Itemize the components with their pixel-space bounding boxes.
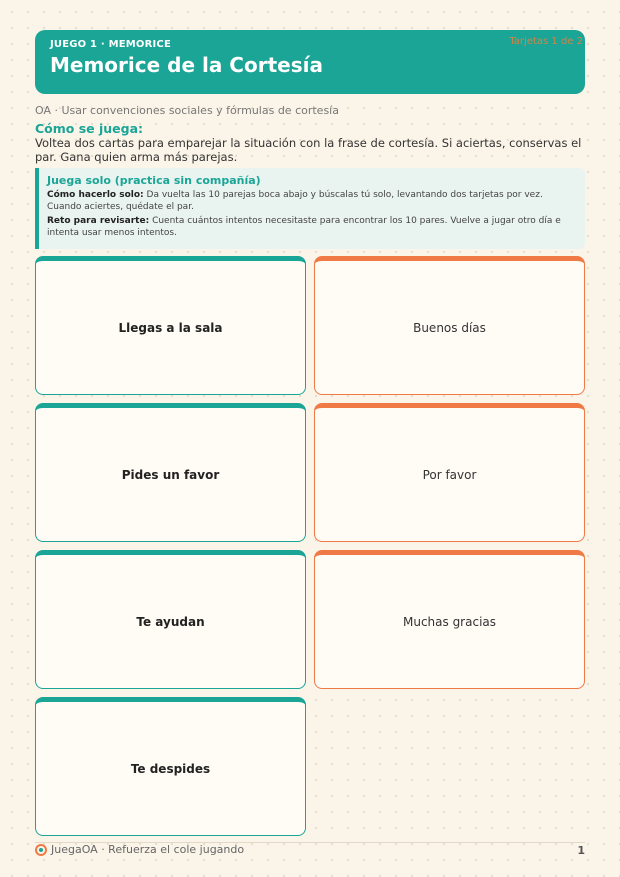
situation-card[interactable] — [35, 550, 306, 689]
learning-objective: OA · Usar convenciones sociales y fórmulas de cortesía — [35, 104, 339, 117]
footer — [35, 843, 244, 856]
solo-how-label: Cómo hacerlo solo: — [47, 190, 144, 200]
situation-card[interactable] — [35, 256, 306, 395]
solo-challenge-text: Cuenta cuántos intentos necesitaste para encontrar los 10 pares. Vuelve a jugar otro día e intenta usar menos intentos. — [47, 216, 561, 238]
card-label: Llegas a la sala — [118, 320, 223, 335]
card-label: Te ayudan — [136, 614, 205, 629]
situation-card[interactable] — [35, 697, 306, 836]
footer-text: JuegaOA · Refuerza el cole jugando — [51, 843, 245, 856]
solo-title: Juega solo (practica sin compañía) — [47, 174, 261, 187]
solo-play-box — [35, 168, 585, 249]
how-to-play-text: Voltea dos cartas para emparejar la situación con la frase de cortesía. Si aciertas, conservas el par. Gana quien arma más parejas. — [35, 136, 582, 164]
how-to-play-title: Cómo se juega: — [35, 121, 144, 136]
phrase-card[interactable] — [314, 550, 585, 689]
phrase-card[interactable] — [314, 256, 585, 395]
card-label: Muchas gracias — [402, 614, 497, 629]
page-title: Memorice de la Cortesía — [50, 53, 323, 77]
solo-how-text: Da vuelta las 10 parejas boca abajo y búscalas tú solo, levantando dos tarjetas por vez. Cuando aciertes, quédate el par. — [47, 190, 543, 212]
brand-logo-icon — [35, 844, 47, 856]
solo-challenge — [47, 215, 575, 239]
phrase-card[interactable] — [314, 403, 585, 542]
page-tag: Tarjetas 1 de 2 — [509, 36, 583, 47]
solo-how — [47, 189, 575, 213]
card-label: Buenos días — [413, 320, 486, 335]
page-number: 1 — [577, 844, 585, 857]
page-header — [35, 30, 585, 94]
situation-card[interactable] — [35, 403, 306, 542]
card-label: Pides un favor — [121, 467, 220, 482]
card-label: Por favor — [422, 467, 477, 482]
card-label: Te despides — [130, 761, 211, 776]
solo-challenge-label: Reto para revisarte: — [47, 216, 150, 226]
game-kicker: JUEGO 1 · MEMORICE — [50, 39, 172, 50]
